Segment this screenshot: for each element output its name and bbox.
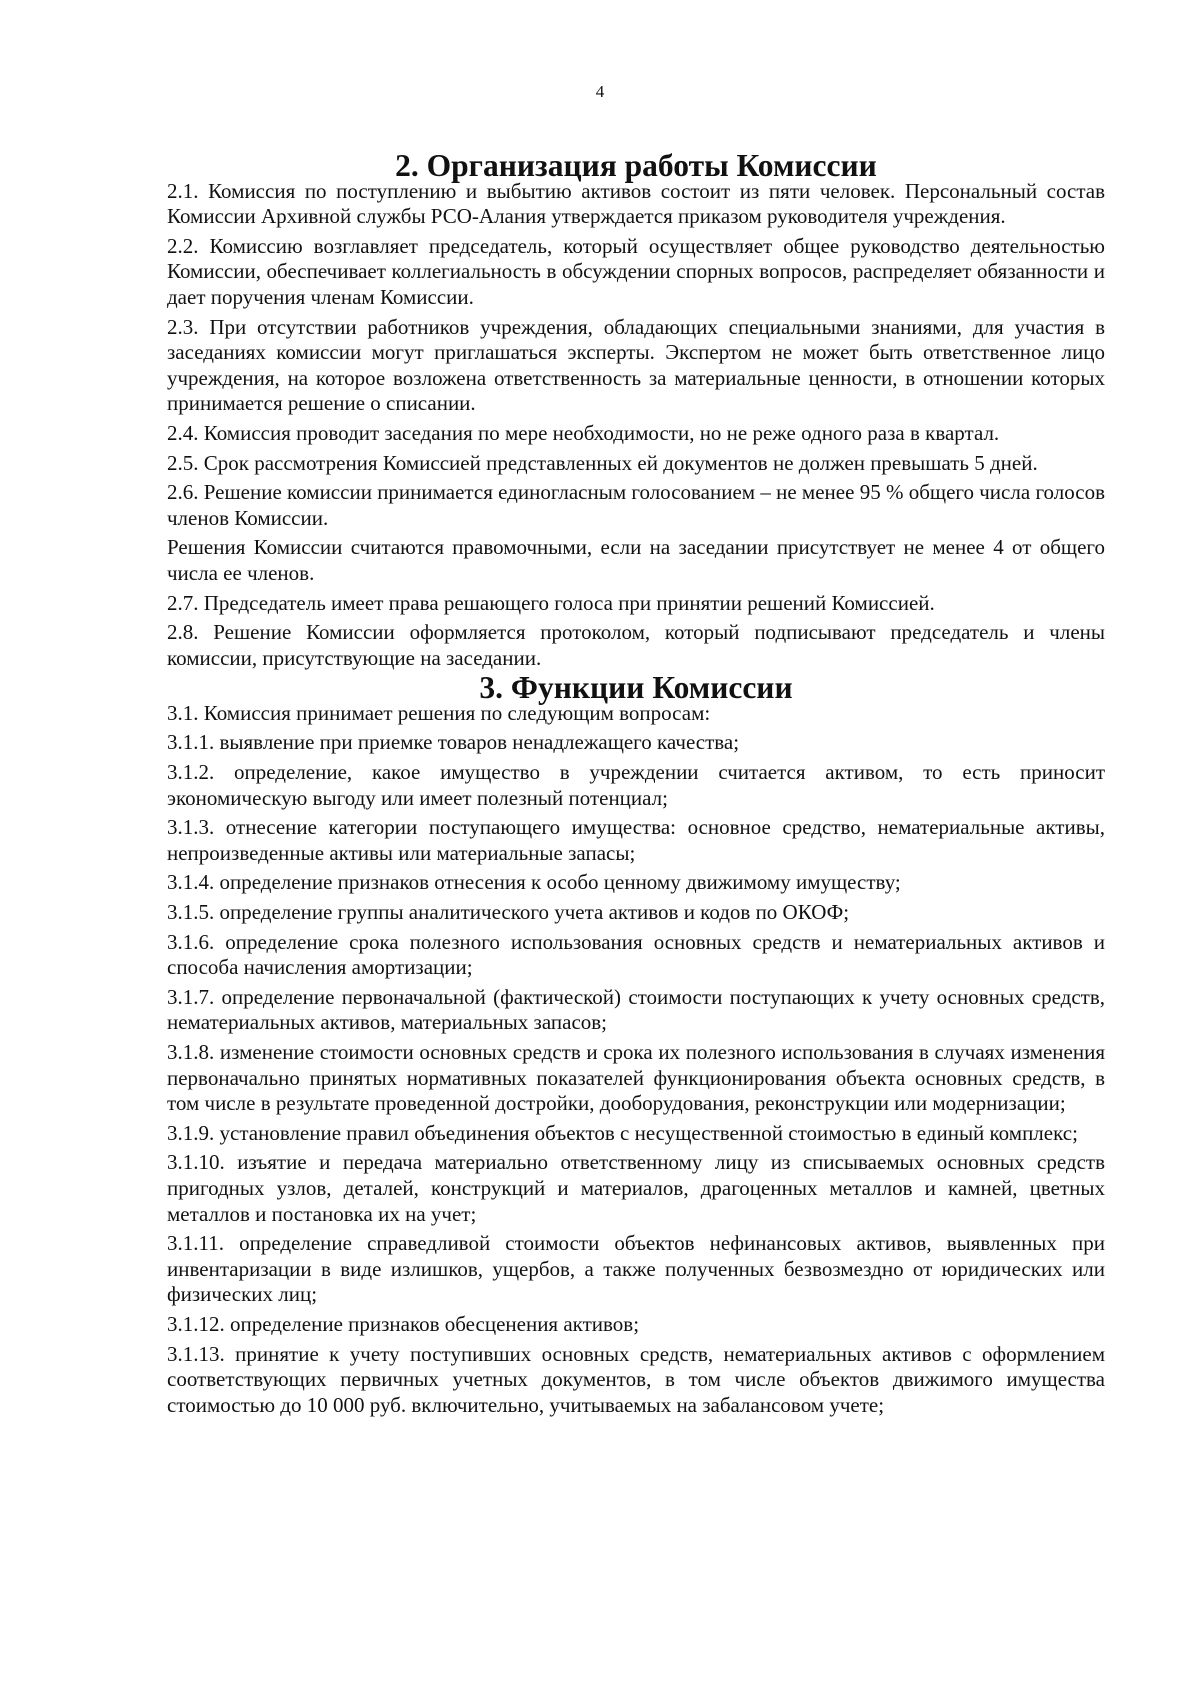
paragraph: Решения Комиссии считаются правомочными, если на заседании присутствует не менее 4 от общего числа ее членов. — [167, 535, 1105, 585]
paragraph: 3.1.3. отнесение категории поступающего имущества: основное средство, нематериальные активы, непроизведенные активы или материальные запасы; — [167, 815, 1105, 865]
paragraph: 3.1.13. принятие к учету поступивших основных средств, нематериальных активов с оформлением соответствующих первичных учетных документов, в том числе объектов движимого имущества стоимостью до 10 000 руб. включительно, учитываемых на забалансовом учете; — [167, 1341, 1105, 1417]
paragraph: 2.7. Председатель имеет права решающего голоса при принятии решений Комиссией. — [167, 590, 935, 615]
paragraph: 2.1. Комиссия по поступлению и выбытию активов состоит из пяти человек. Персональный состав Комиссии Архивной службы РСО-Алания утверждается приказом руководителя учреждения. — [167, 178, 1105, 229]
paragraph: 3.1.8. изменение стоимости основных средств и срока их полезного использования в случаях изменения первоначально принятых нормативных показателей функционирования объекта основных средств, в том числе в результате проведенной достройки, дооборудования, реконструкции или модернизации; — [167, 1040, 1105, 1116]
paragraph: 3.1.9. установление правил объединения объектов с несущественной стоимостью в единый комплекс; — [167, 1120, 1078, 1145]
paragraph: 2.3. При отсутствии работников учреждения, обладающих специальными знаниями, для участия в заседаниях комиссии могут приглашаться эксперты. Экспертом не может быть ответственное лицо учреждения, на которое возложена ответственность за материальные ценности, в отношении которых принимается решение о списании. — [167, 314, 1105, 416]
paragraph: 3.1.12. определение признаков обесценения активов; — [167, 1311, 640, 1336]
paragraph: 3.1.7. определение первоначальной (фактической) стоимости поступающих к учету основных средств, нематериальных активов, материальных запасов; — [167, 984, 1105, 1035]
paragraph: 3.1. Комиссия принимает решения по следующим вопросам: — [167, 700, 711, 725]
page-number: 4 — [595, 82, 605, 101]
section-heading: 3. Функции Комиссии — [479, 670, 793, 706]
paragraph: 3.1.5. определение группы аналитического учета активов и кодов по ОКОФ; — [167, 900, 850, 925]
paragraph: 2.2. Комиссию возглавляет председатель, который осуществляет общее руководство деятельностью Комиссии, обеспечивает коллегиальность в обсуждении спорных вопросов, распределяет обязанности и дает поручения членам Комиссии. — [167, 233, 1105, 309]
paragraph: 3.1.6. определение срока полезного использования основных средств и нематериальных активов и способа начисления амортизации; — [167, 929, 1105, 980]
document-body — [167, 148, 1105, 1422]
paragraph: 2.4. Комиссия проводит заседания по мере необходимости, но не реже одного раза в квартал. — [167, 420, 1000, 445]
paragraph: 2.5. Срок рассмотрения Комиссией представленных ей документов не должен превышать 5 дней. — [167, 450, 1038, 475]
paragraph: 3.1.2. определение, какое имущество в учреждении считается активом, то есть приносит экономическую выгоду или имеет полезный потенциал; — [167, 760, 1105, 810]
paragraph: 2.8. Решение Комиссии оформляется протоколом, который подписывают председатель и члены комиссии, присутствующие на заседании. — [167, 620, 1105, 670]
paragraph: 2.6. Решение комиссии принимается единогласным голосованием – не менее 95 % общего числа голосов членов Комиссии. — [167, 480, 1105, 530]
section-heading: 2. Организация работы Комиссии — [395, 148, 877, 183]
paragraph: 3.1.11. определение справедливой стоимости объектов нефинансовых активов, выявленных при инвентаризации в виде излишков, ущербов, а также полученных безвозмездно от юридических или физических лиц; — [167, 1231, 1105, 1307]
paragraph: 3.1.10. изъятие и передача материально ответственному лицу из списываемых основных средств пригодных узлов, деталей, конструкций и материалов, драгоценных металлов и камней, цветных металлов и постановка их на учет; — [167, 1150, 1105, 1226]
paragraph: 3.1.4. определение признаков отнесения к особо ценному движимому имуществу; — [167, 870, 901, 895]
paragraph: 3.1.1. выявление при приемке товаров ненадлежащего качества; — [167, 730, 740, 755]
